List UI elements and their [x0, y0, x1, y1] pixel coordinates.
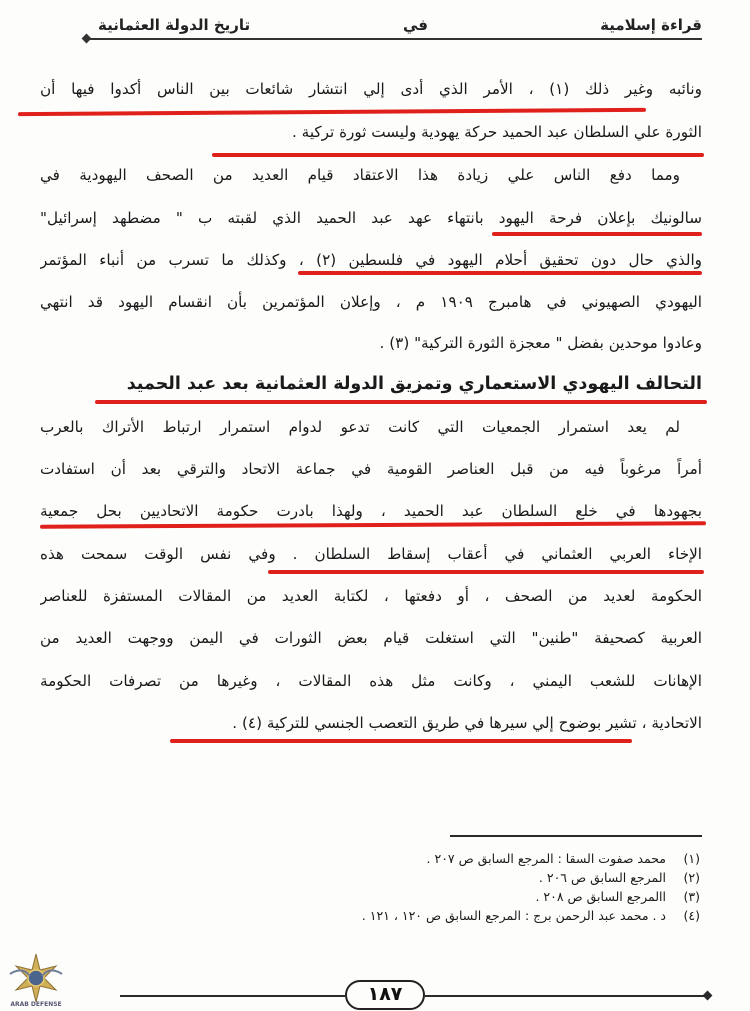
text-line-11: بجهودها في خلع السلطان عبد الحميد ، ولهذا بادرت حكومة الاتحاديين بحل جمعية — [40, 502, 702, 520]
bottom-rule-left — [120, 995, 345, 997]
text-line-6: اليهودي الصهيوني في هامبرج ١٩٠٩ م ، وإعلان المؤتمرين بأن انقسام اليهود قد انتهي — [40, 293, 702, 311]
highlight-underline-6 — [268, 570, 704, 574]
header-subject: تاريخ الدولة العثمانية — [98, 16, 251, 34]
footnote-divider — [450, 835, 702, 837]
running-header — [88, 14, 702, 40]
footnote-text: االمرجع السابق ص ٢٠٨ . — [535, 889, 666, 904]
footnote-4 — [260, 906, 700, 925]
footnote-text: د . محمد عبد الرحمن برج : المرجع السابق ص ١٢٠ ، ١٢١ . — [361, 908, 666, 923]
header-connector: في — [403, 16, 428, 34]
text-line-14: العربية كصحيفة "طنين" التي استغلت قيام بعض الثورات في اليمن ووجهت العديد من — [40, 629, 702, 647]
footnote-number: (٢) — [683, 870, 700, 885]
footnote-number: (١) — [683, 851, 700, 866]
text-line-7: وعادوا موحدين بفضل " معجزة الثورة التركية" (٣) . — [379, 334, 702, 352]
highlight-underline-4 — [298, 271, 702, 275]
footnote-2 — [260, 868, 700, 887]
footnote-1 — [260, 849, 700, 868]
footnote-3 — [260, 887, 700, 906]
text-line-5: والذي حال دون تحقيق أحلام اليهود في فلسطين (٢) ، وكذلك ما تسرب من أنباء المؤتمر — [40, 251, 702, 269]
highlight-underline-heading — [95, 400, 707, 404]
section-heading: التحالف اليهودي الاستعماري وتمزيق الدولة العثمانية بعد عبد الحميد — [126, 374, 702, 394]
text-line-16: الاتحادية ، تشير بوضوح إلي سيرها في طريق التعصب الجنسي للتركية (٤) . — [232, 714, 702, 732]
page-number: ١٨٧ — [345, 980, 425, 1010]
text-line-1: ونائبه وغير ذلك (١) ، الأمر الذي أدى إلي انتشار شائعات بين الناس أكدوا فيها أن — [40, 80, 702, 98]
footnote-number: (٣) — [683, 889, 700, 904]
text-line-9: لم يعد استمرار الجمعيات التي كانت تدعو لدوام استمرار ارتباط الأتراك بالعرب — [40, 418, 680, 436]
footnote-text: محمد صفوت السقا : المرجع السابق ص ٢٠٧ . — [426, 851, 666, 866]
text-line-2: الثورة علي السلطان عبد الحميد حركة يهودية وليست ثورة تركية . — [292, 123, 702, 141]
footnote-number: (٤) — [683, 908, 700, 923]
text-line-15: الإهانات للشعب اليمني ، وكانت مثل هذه المقالات ، وغيرها من تصرفات الحكومة — [40, 672, 702, 690]
highlight-underline-2 — [212, 153, 704, 157]
text-line-12: الإخاء العربي العثماني في أعقاب إسقاط السلطان . وفي نفس الوقت سمحت هذه — [40, 545, 702, 563]
text-line-10: أمراً مرغوباً فيه من قبل العناصر القومية في جماعة الاتحاد والترقي بعد أن استفادت — [40, 460, 702, 478]
text-line-3: ومما دفع الناس علي زيادة هذا الاعتقاد قيام العديد من الصحف اليهودية في — [40, 166, 680, 184]
header-divider — [88, 38, 702, 40]
watermark-label: ARAB DEFENSE — [10, 1001, 62, 1008]
footnote-text: المرجع السابق ص ٢٠٦ . — [538, 870, 666, 885]
text-line-4: سالونيك بإعلان فرحة اليهود بانتهاء عهد عبد الحميد الذي لقبته ب " مضطهد إسرائيل" — [40, 209, 702, 227]
header-book-title: قراءة إسلامية — [600, 16, 702, 34]
text-line-13: الحكومة لعديد من الصحف ، أو دفعتها ، لكتابة العديد من المقالات المستفزة للعناصر — [40, 587, 702, 605]
bottom-rule-right — [425, 995, 705, 997]
highlight-underline-3 — [492, 232, 702, 236]
highlight-underline-7 — [170, 739, 632, 743]
arab-defense-watermark-icon — [4, 948, 68, 1008]
